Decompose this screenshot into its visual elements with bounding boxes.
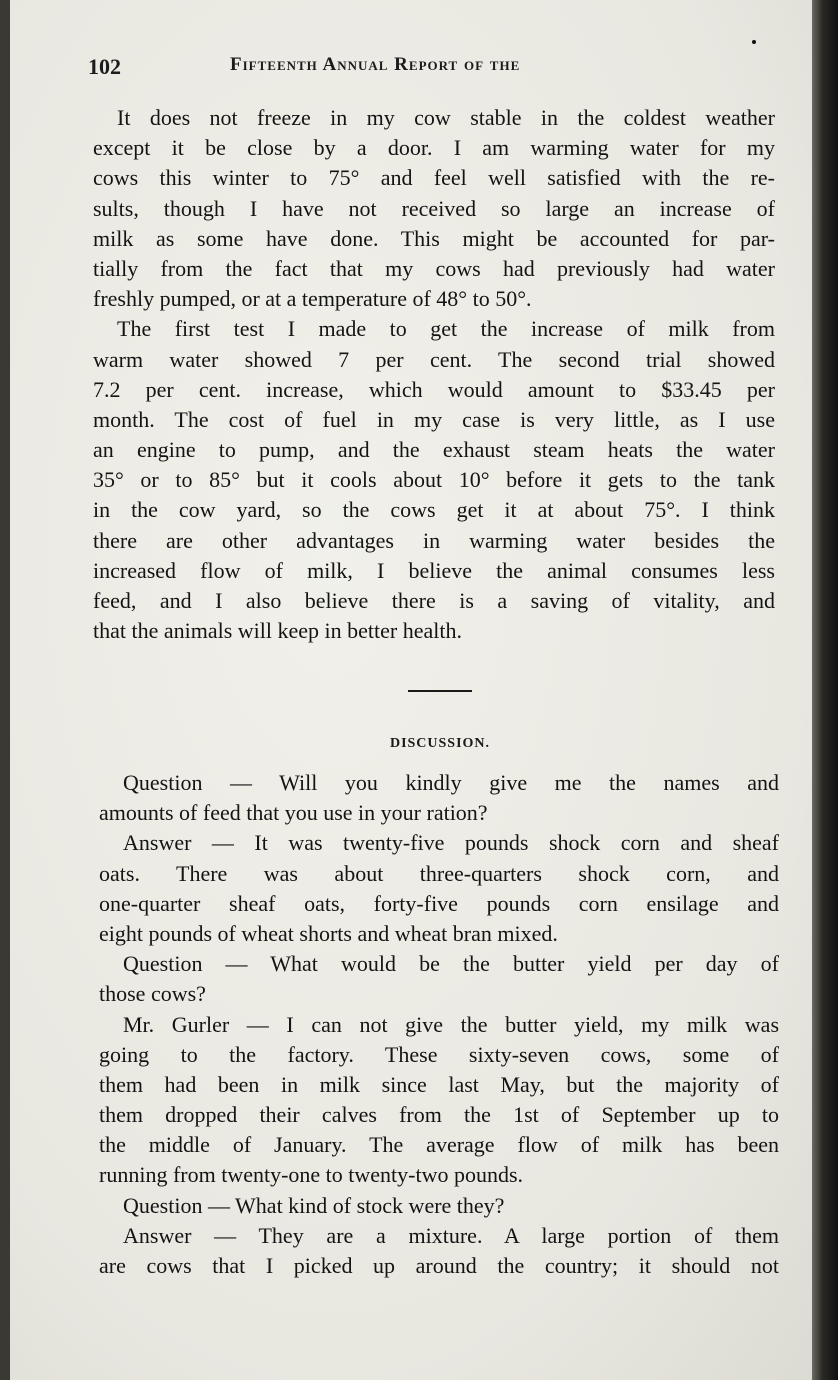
body-line: freshly pumped, or at a temperature of 48° to 50°. <box>93 286 532 312</box>
discussion-line: the middle of January. The average flow of milk has been <box>99 1132 779 1158</box>
body-text <box>93 103 775 646</box>
discussion-text <box>99 768 779 1281</box>
discussion-line: are cows that I picked up around the country; it should not <box>99 1253 779 1278</box>
body-line: increased flow of milk, I believe the animal consumes less <box>93 557 775 583</box>
body-line: 35° or to 85° but it cools about 10° before it gets to the tank <box>93 467 775 493</box>
discussion-line: running from twenty-one to twenty-two pounds. <box>99 1162 524 1188</box>
discussion-line: going to the factory. These sixty-seven cows, some of <box>99 1041 779 1067</box>
discussion-line: oats. There was about three-quarters shock corn, and <box>99 860 779 886</box>
section-heading: DISCUSSION. <box>389 736 491 751</box>
page-left-edge <box>0 0 10 1380</box>
body-line: feed, and I also believe there is a saving of vitality, and <box>93 588 775 613</box>
discussion-line: Answer — It was twenty-five pounds shock corn and sheaf <box>123 830 779 856</box>
discussion-line: Mr. Gurler — I can not give the butter yield, my milk was <box>123 1011 779 1037</box>
body-line: there are other advantages in warming water besides the <box>93 527 775 553</box>
page-right-edge <box>812 0 838 1380</box>
body-line: cows this winter to 75° and feel well satisfied with the re- <box>93 165 775 191</box>
body-line: that the animals will keep in better health. <box>93 618 462 644</box>
body-line: month. The cost of fuel in my case is very little, as I use <box>93 406 775 432</box>
discussion-line: them dropped their calves from the 1st of September up to <box>99 1102 779 1128</box>
discussion-line: amounts of feed that you use in your ration? <box>99 800 488 826</box>
page-header <box>78 54 768 84</box>
discussion-line: them had been in milk since last May, but the majority of <box>99 1071 779 1097</box>
running-title: Fifteenth Annual Report of the <box>230 54 521 75</box>
body-line: except it be close by a door. I am warming water for my <box>93 135 775 161</box>
body-line: The first test I made to get the increase of milk from <box>117 316 775 342</box>
body-line: in the cow yard, so the cows get it at about 75°. I think <box>93 497 775 523</box>
discussion-line: those cows? <box>99 981 206 1007</box>
ink-speck <box>752 40 756 44</box>
body-line: warm water showed 7 per cent. The second trial showed <box>93 346 775 372</box>
discussion-line: Question — Will you kindly give me the names and <box>123 770 779 795</box>
body-line: an engine to pump, and the exhaust steam heats the water <box>93 437 775 463</box>
discussion-line: Question — What would be the butter yield per day of <box>123 951 779 977</box>
section-divider <box>408 690 472 692</box>
body-line: 7.2 per cent. increase, which would amount to $33.45 per <box>93 376 775 402</box>
discussion-line: Answer — They are a mixture. A large portion of them <box>123 1222 779 1248</box>
body-line: tially from the fact that my cows had previously had water <box>93 255 775 281</box>
body-line: sults, though I have not received so large an increase of <box>93 195 775 221</box>
body-line: It does not freeze in my cow stable in the coldest weather <box>117 105 775 130</box>
discussion-line: one-quarter sheaf oats, forty-five pounds corn ensilage and <box>99 890 779 916</box>
discussion-line: Question — What kind of stock were they? <box>123 1192 505 1218</box>
body-line: milk as some have done. This might be accounted for par- <box>93 225 775 251</box>
discussion-line: eight pounds of wheat shorts and wheat bran mixed. <box>99 920 558 946</box>
page-number: 102 <box>88 54 121 79</box>
